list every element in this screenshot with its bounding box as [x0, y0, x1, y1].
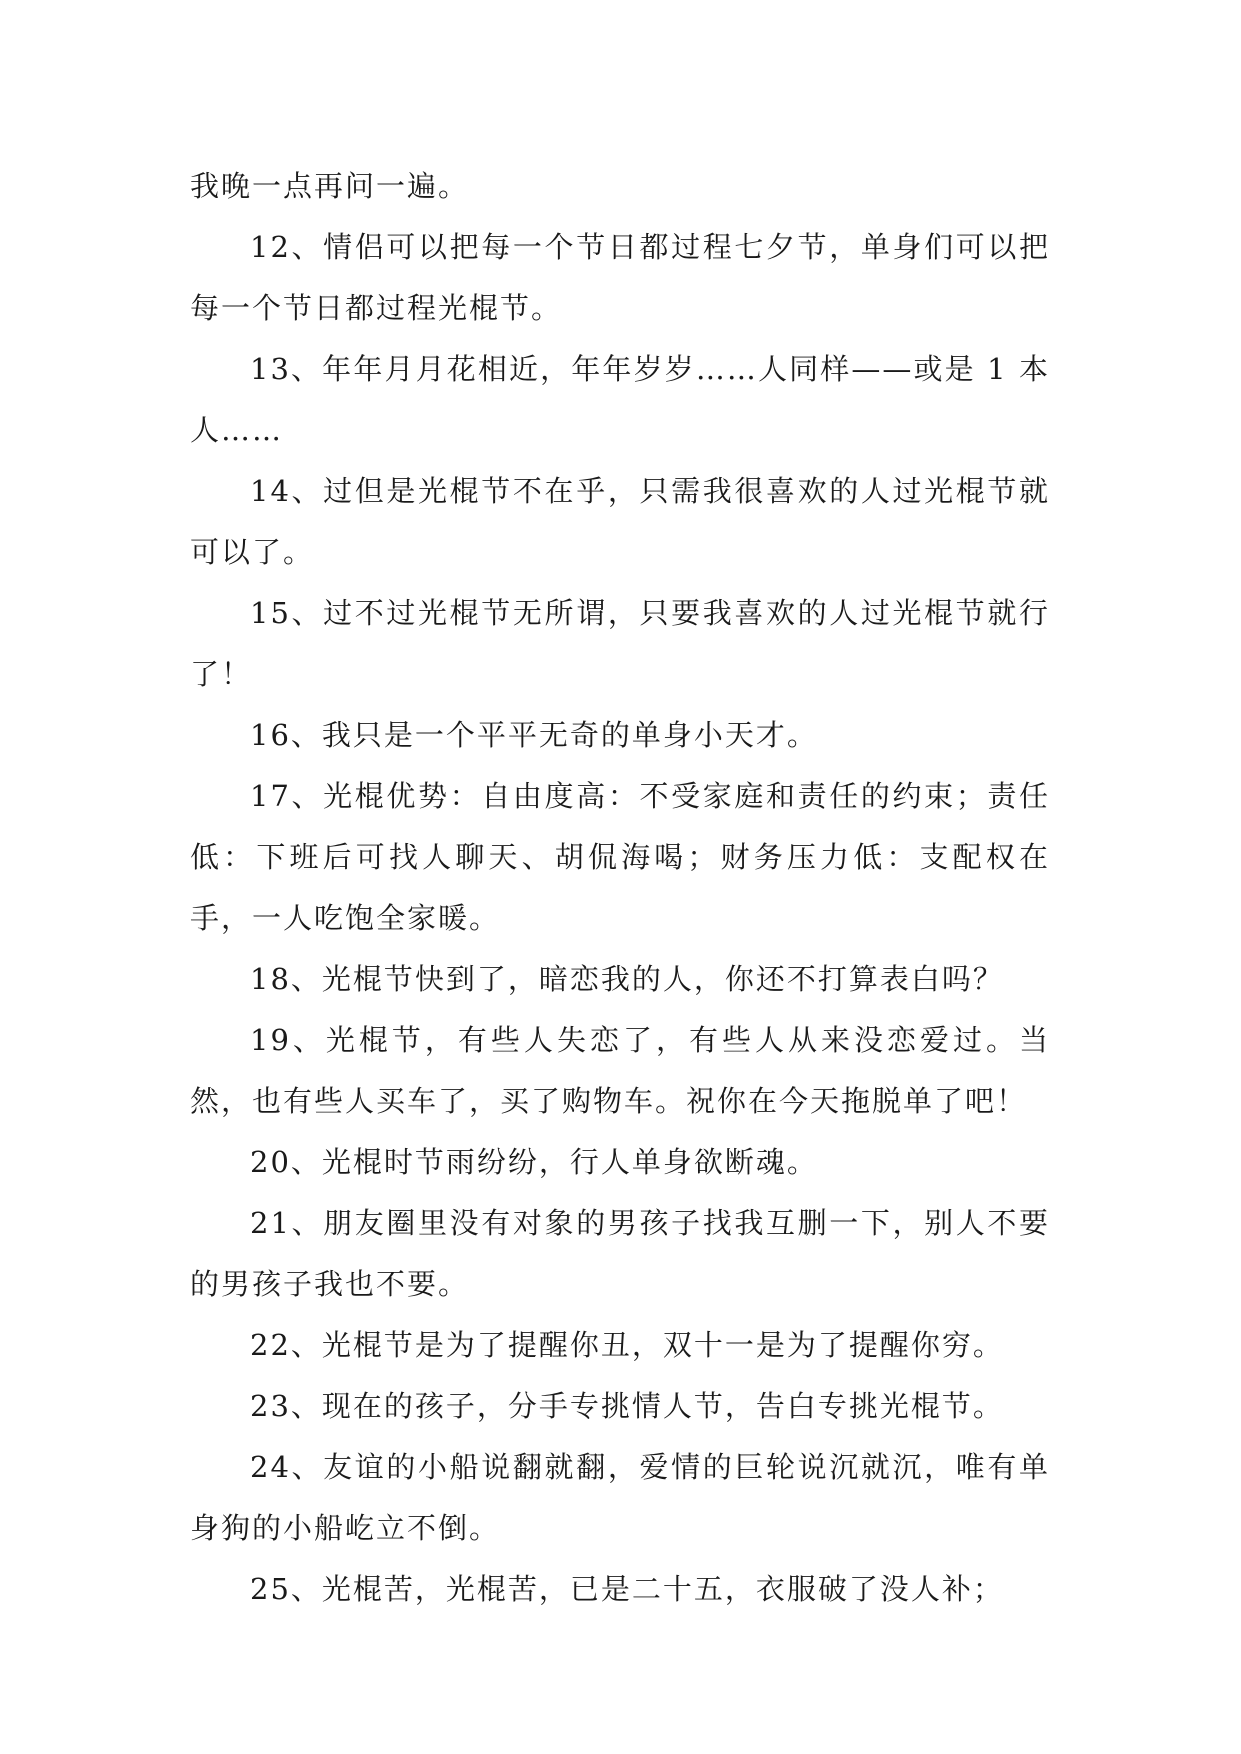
paragraph-item-22: 22、光棍节是为了提醒你丑，双十一是为了提醒你穷。 [250, 1328, 1004, 1362]
document-body [190, 156, 1050, 1620]
paragraph-item-17: 17、光棍优势：自由度高：不受家庭和责任的约束；责任低：下班后可找人聊天、胡侃海喝；财务压力低：支配权在手，一人吃饱全家暖。 [190, 779, 1050, 935]
paragraph-item-15: 15、过不过光棍节无所谓，只要我喜欢的人过光棍节就行了！ [190, 596, 1050, 691]
paragraph-item-24: 24、友谊的小船说翻就翻，爱情的巨轮说沉就沉，唯有单身狗的小船屹立不倒。 [190, 1450, 1050, 1545]
paragraph-item-14: 14、过但是光棍节不在乎，只需我很喜欢的人过光棍节就可以了。 [190, 474, 1050, 569]
paragraph-item-16: 16、我只是一个平平无奇的单身小天才。 [250, 718, 818, 752]
paragraph-item-23: 23、现在的孩子，分手专挑情人节，告白专挑光棍节。 [250, 1389, 1004, 1423]
paragraph-item-20: 20、光棍时节雨纷纷，行人单身欲断魂。 [250, 1145, 818, 1179]
paragraph-item-25: 25、光棍苦，光棍苦，已是二十五，衣服破了没人补； [250, 1572, 1004, 1606]
paragraph-item-13: 13、年年月月花相近，年年岁岁……人同样——或是 1 本人…… [190, 352, 1050, 447]
paragraph-item-21: 21、朋友圈里没有对象的男孩子找我互删一下，别人不要的男孩子我也不要。 [190, 1206, 1050, 1301]
paragraph-item-19: 19、光棍节，有些人失恋了，有些人从来没恋爱过。当然，也有些人买车了，买了购物车。祝你在今天拖脱单了吧！ [190, 1023, 1050, 1118]
paragraph-item-12: 12、情侣可以把每一个节日都过程七夕节，单身们可以把每一个节日都过程光棍节。 [190, 230, 1050, 325]
paragraph-item-18: 18、光棍节快到了，暗恋我的人，你还不打算表白吗？ [250, 962, 1004, 996]
paragraph-continuation: 我晚一点再问一遍。 [190, 169, 470, 203]
